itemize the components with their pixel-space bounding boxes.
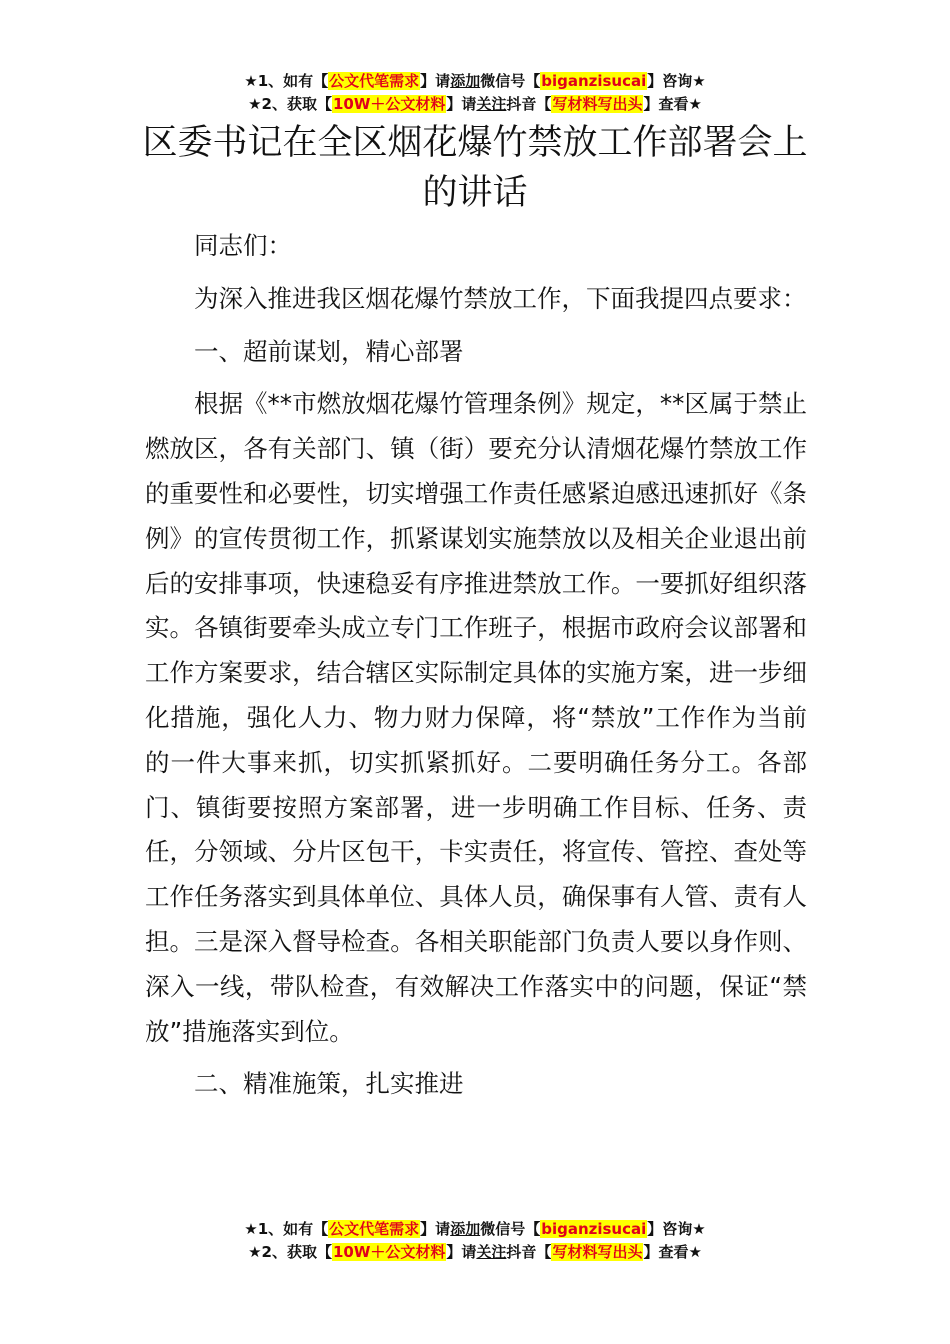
promo-text: 】查看★ (643, 1243, 702, 1261)
document-title: 区委书记在全区烟花爆竹禁放工作部署会上的讲话 (142, 123, 808, 213)
document-body (145, 224, 807, 1107)
promo-underlined: 关注 (476, 1243, 507, 1261)
promo-wechat-id: biganzisucai (541, 1220, 647, 1238)
promo-text: ★2、获取【 (248, 95, 332, 113)
promo-text: 】请 (446, 95, 477, 113)
promo-banner-bottom (0, 1218, 950, 1264)
promo-text: 】请 (420, 1220, 451, 1238)
section-heading-1: 一、超前谋划，精心部署 (194, 336, 464, 366)
promo-text: 】咨询★ (647, 1220, 706, 1238)
promo-text: ★2、获取【 (248, 1243, 332, 1261)
promo-text: ★1、如有【 (244, 1220, 329, 1238)
promo-douyin-account: 写材料写出头 (552, 1243, 643, 1261)
promo-line-1 (0, 1218, 950, 1241)
promo-highlight: 公文代笔需求 (329, 72, 420, 90)
intro-paragraph: 为深入推进我区烟花爆竹禁放工作，下面我提四点要求： (194, 283, 807, 313)
salutation: 同志们： (194, 231, 292, 260)
promo-highlight: 10W＋公文材料 (332, 95, 446, 113)
promo-text: 】咨询★ (647, 72, 706, 90)
promo-text: ★1、如有【 (244, 72, 329, 90)
promo-text: 】查看★ (643, 95, 702, 113)
promo-wechat-id: biganzisucai (541, 72, 647, 90)
promo-banner-top (0, 70, 950, 116)
promo-text: 】请 (420, 72, 451, 90)
promo-line-2 (0, 1241, 950, 1264)
promo-douyin-account: 写材料写出头 (552, 95, 643, 113)
promo-text: 微信号【 (480, 72, 541, 90)
promo-line-1 (0, 70, 950, 93)
section-body-1: 根据《**市燃放烟花爆竹管理条例》规定，**区属于禁止燃放区，各有关部门、镇（街）要充分认清烟花爆竹禁放工作的重要性和必要性，切实增强工作责任感紧迫感迅速抓好《条例》的宣传贯彻工作，抓紧谋划实施禁放以及相关企业退出前后的安排事项，快速稳妥有序推进禁放工作。一要抓好组织落实。各镇街要牵头成立专门工作班子，根据市政府会议部署和工作方案要求，结合辖区实际制定具体的实施方案，进一步细化措施，强化人力、物力财力保障，将“禁放”工作作为当前的一件大事来抓，切实抓紧抓好。二要明确任务分工。各部门、镇街要按照方案部署，进一步明确工作目标、任务、责任，分领域、分片区包干，卡实责任，将宣传、管控、查处等工作任务落实到具体单位、具体人员，确保事有人管、责有人担。三是深入督导检查。各相关职能部门负责人要以身作则、深入一线，带队检查，有效解决工作落实中的问题，保证“禁放”措施落实到位。 (145, 389, 807, 1046)
promo-highlight: 10W＋公文材料 (332, 1243, 446, 1261)
promo-text: 】请 (446, 1243, 477, 1261)
promo-underlined: 添加 (450, 72, 481, 90)
section-heading-2: 二、精准施策，扎实推进 (194, 1069, 464, 1099)
promo-text: 抖音【 (506, 1243, 552, 1261)
promo-highlight: 公文代笔需求 (329, 1220, 420, 1238)
promo-text: 抖音【 (506, 95, 552, 113)
promo-line-2 (0, 93, 950, 116)
promo-underlined: 关注 (476, 95, 507, 113)
promo-text: 微信号【 (480, 1220, 541, 1238)
promo-underlined: 添加 (450, 1220, 481, 1238)
